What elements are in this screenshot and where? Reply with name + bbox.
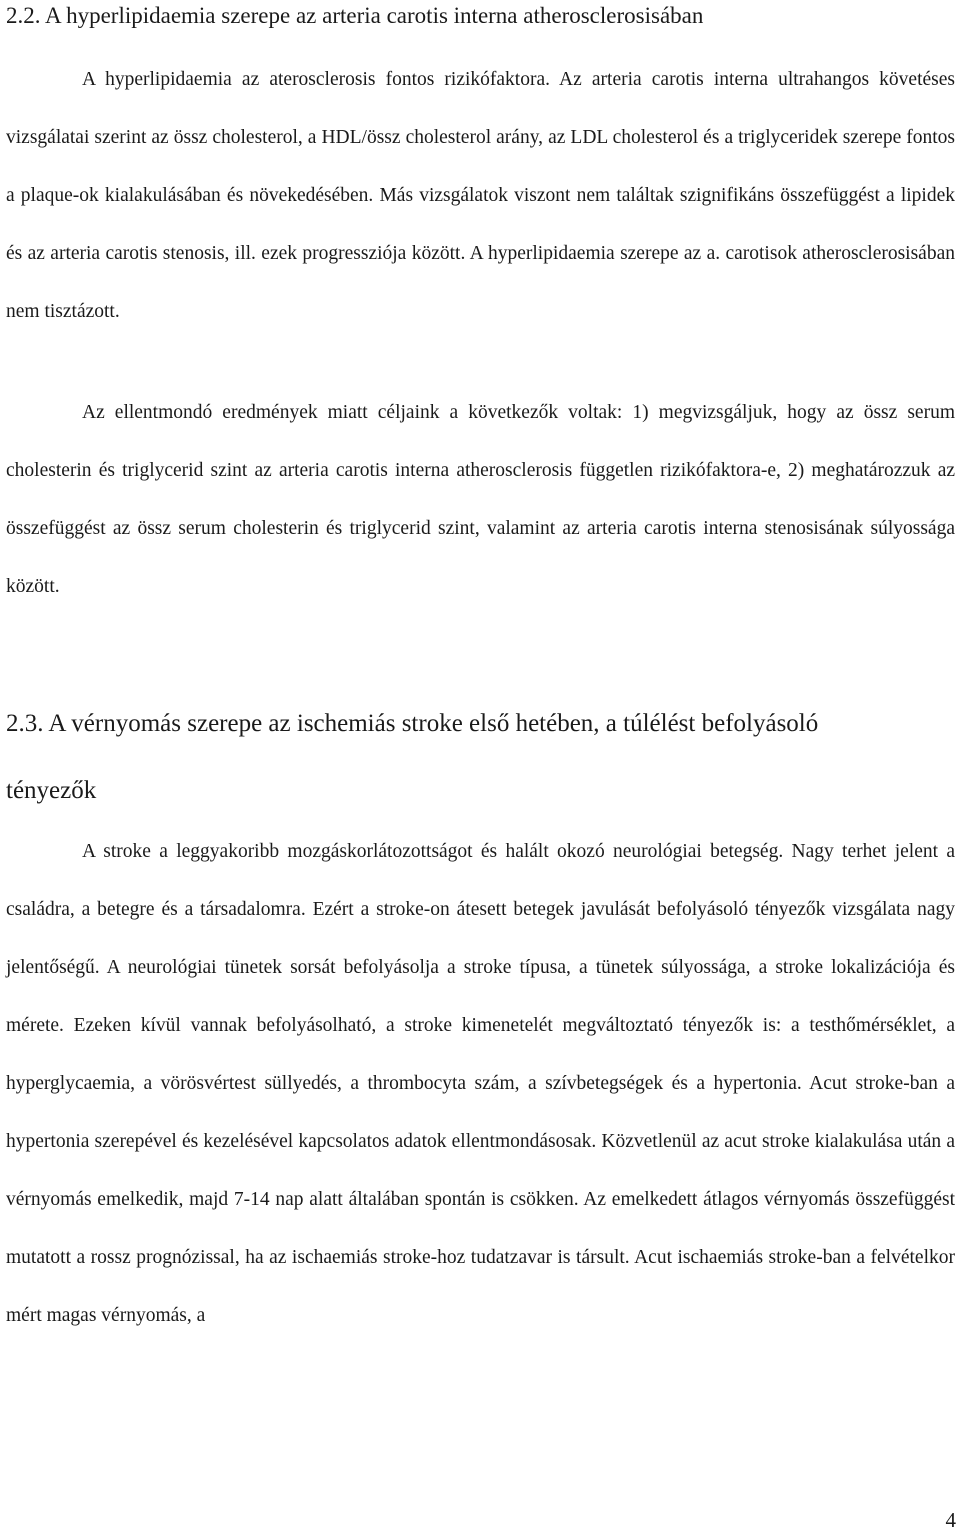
section-heading-2-3: 2.3. A vérnyomás szerepe az ischemiás stroke első hetében, a túlélést befolyásoló tényezők bbox=[6, 710, 819, 804]
paragraph-hyperlipidaemia-intro: A hyperlipidaemia az aterosclerosis fontos rizikófaktora. Az arteria carotis interna ultrahangos követéses vizsgálatai szerint az össz cholesterol, a HDL/össz cholesterol arány, az LDL cholesterol és a triglyceridek szerepe fontos a plaque-ok kialakulásában és növekedésében. Más vizsgálatok viszont nem találtak szignifikáns összefüggést a lipidek és az arteria carotis stenosis, ill. ezek progressziója között. A hyperlipidaemia szerepe az a. carotisok atherosclerosisában nem tisztázott. bbox=[6, 69, 955, 322]
paragraph-stroke-intro: A stroke a leggyakoribb mozgáskorlátozottságot és halált okozó neurológiai betegség. Nagy terhet jelent a családra, a betegre és a társadalomra. Ezért a stroke-on átesett betegek javulását befolyásoló tényezők vizsgálata nagy jelentőségű. A neurológiai tünetek sorsát befolyásolja a stroke típusa, a tünetek súlyossága, a stroke lokalizációja és mérete. Ezeken kívül vannak befolyásolható, a stroke kimenetelét megváltoztató tényezők is: a testhőmérséklet, a hyperglycaemia, a vörösvértest süllyedés, a thrombocyta szám, a szívbetegségek és a hypertonia. Acut stroke-ban a hypertonia szerepével és kezelésével kapcsolatos adatok ellentmondásosak. Közvetlenül az acut stroke kialakulása után a vérnyomás emelkedik, majd 7-14 nap alatt általában spontán is csökken. Az emelkedett átlagos vérnyomás összefüggést mutatott a rossz prognózissal, ha az ischaemiás stroke-hoz tudatzavar is társult. Acut ischaemiás stroke-ban a felvételkor mért magas vérnyomás, a bbox=[6, 841, 955, 1326]
page-number: 4 bbox=[945, 1508, 956, 1532]
section-heading-2-2: 2.2. A hyperlipidaemia szerepe az arteria carotis interna atherosclerosisában bbox=[6, 3, 704, 28]
paragraph-aims: Az ellentmondó eredmények miatt céljaink a következők voltak: 1) megvizsgáljuk, hogy az össz serum cholesterin és triglycerid szint az arteria carotis interna atherosclerosis független rizikófaktora-e, 2) meghatározzuk az összefüggést az össz serum cholesterin és triglycerid szint, valamint az arteria carotis interna stenosisának súlyossága között. bbox=[6, 402, 955, 597]
